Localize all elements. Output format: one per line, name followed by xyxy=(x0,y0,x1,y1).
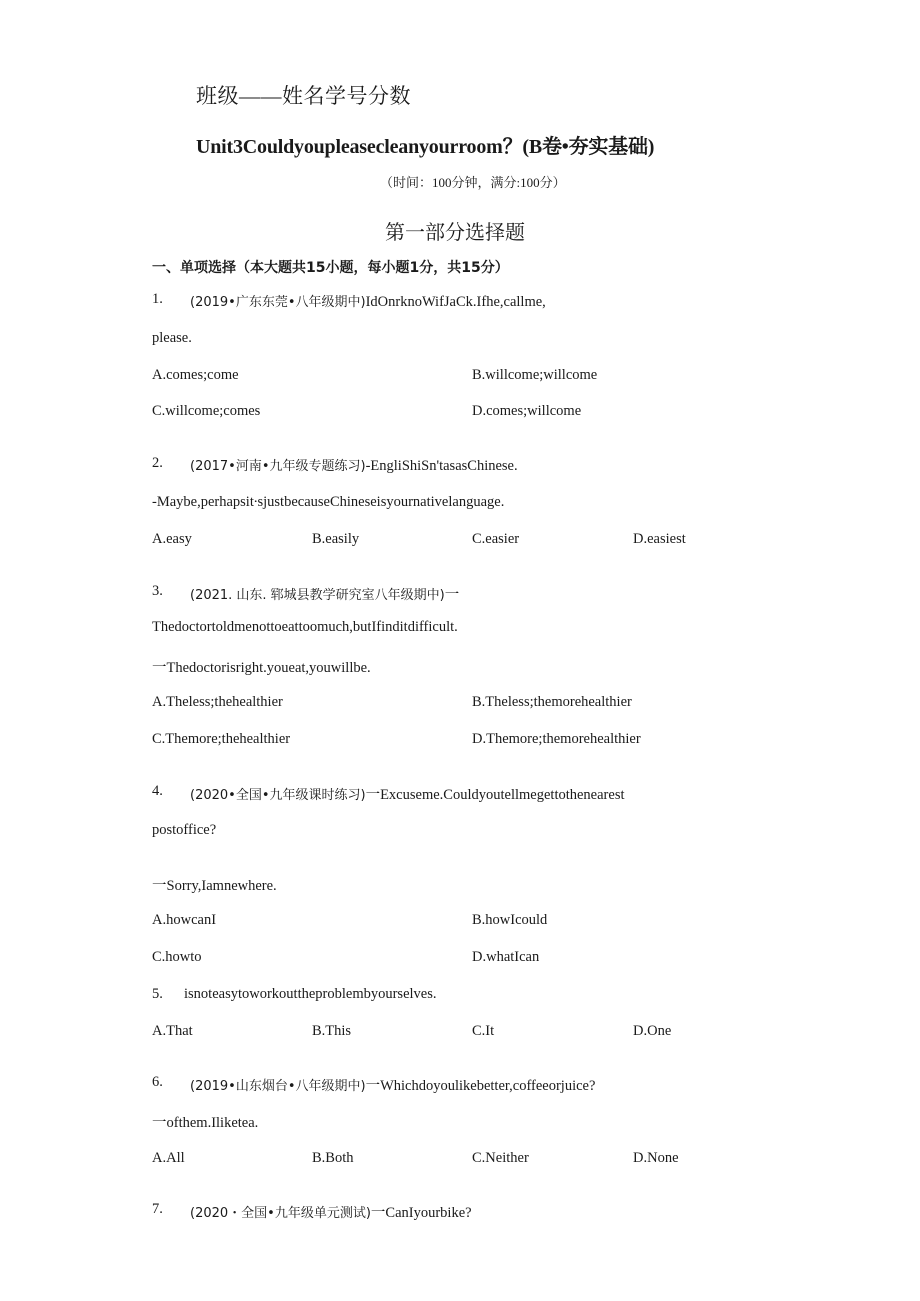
question-line: please. xyxy=(152,330,192,346)
section-title: 一、单项选择（本大题共15小题，每小题1分，共15分） xyxy=(152,260,509,276)
question-line: isnoteasytoworkouttheproblembyourselves. xyxy=(184,986,437,1002)
question-number: 5. xyxy=(152,986,163,1002)
question-line: -Maybe,perhapsit∙sjustbecauseChineseisyournativelanguage. xyxy=(152,494,505,510)
option-c[interactable]: C.willcome;comes xyxy=(152,403,261,419)
question-number: 4. xyxy=(152,783,163,799)
question-line: 一Sorry,Iamnewhere. xyxy=(152,878,277,894)
option-a[interactable]: A.Theless;thehealthier xyxy=(152,694,283,710)
question-source: (2019•山东烟台•八年级期中) xyxy=(190,1079,366,1094)
question-line: 一Thedoctorisright.youeat,youwillbe. xyxy=(152,660,371,676)
option-b[interactable]: B.howIcould xyxy=(472,912,548,928)
question-number: 1. xyxy=(152,291,163,307)
class-name-header: 班级——姓名学号分数 xyxy=(196,84,411,108)
question-stem xyxy=(190,291,546,311)
question-source: (2017•河南•九年级专题练习) xyxy=(190,459,366,474)
option-d[interactable]: D.One xyxy=(633,1023,672,1039)
document-subtitle: （时间：100分钟，满分:100分） xyxy=(380,175,566,190)
option-a[interactable]: A.howcanI xyxy=(152,912,217,928)
option-c[interactable]: C.Neither xyxy=(472,1150,529,1166)
question-line: 一Whichdoyoulikebetter,coffeeorjuice? xyxy=(365,1078,596,1094)
question-stem xyxy=(190,583,459,604)
option-b[interactable]: B.easily xyxy=(312,531,360,547)
question-source: (2020・全国•九年级单元测试) xyxy=(190,1206,371,1221)
question-line: -EngliShiSn'tasasChinese. xyxy=(365,458,518,474)
option-a[interactable]: A.That xyxy=(152,1023,193,1039)
question-stem xyxy=(190,455,518,475)
option-b[interactable]: B.willcome;willcome xyxy=(472,367,598,383)
option-c[interactable]: C.howto xyxy=(152,949,202,965)
option-c[interactable]: C.Themore;thehealthier xyxy=(152,731,291,747)
part-title: 第一部分选择题 xyxy=(385,222,525,244)
option-a[interactable]: A.All xyxy=(152,1150,185,1166)
option-d[interactable]: D.Themore;themorehealthier xyxy=(472,731,641,747)
question-line: IdOnrknoWifJaCk.Ifhe,callme, xyxy=(365,294,546,310)
option-b[interactable]: B.This xyxy=(312,1023,352,1039)
question-line: 一CanIyourbike? xyxy=(370,1205,472,1221)
option-a[interactable]: A.comes;come xyxy=(152,367,239,383)
question-line: 一ofthem.Iliketea. xyxy=(152,1115,259,1131)
option-d[interactable]: D.None xyxy=(633,1150,679,1166)
option-c[interactable]: C.It xyxy=(472,1023,495,1039)
question-line: postoffice? xyxy=(152,822,217,838)
question-number: 2. xyxy=(152,455,163,471)
question-number: 3. xyxy=(152,583,163,599)
option-b[interactable]: B.Both xyxy=(312,1150,354,1166)
option-c[interactable]: C.easier xyxy=(472,531,520,547)
question-stem xyxy=(190,783,625,804)
question-line: 一Excuseme.Couldyoutellmegettothenearest xyxy=(365,787,625,803)
question-stem xyxy=(190,1201,472,1222)
document-title: Unit3Couldyoupleasecleanyourroom？(B卷•夯实基础) xyxy=(196,136,655,158)
question-source: (2021. 山东. 郓城县教学研究室八年级期中) xyxy=(190,588,445,603)
option-d[interactable]: D.comes;willcome xyxy=(472,403,582,419)
question-line: 一 xyxy=(444,587,460,603)
question-number: 7. xyxy=(152,1201,163,1217)
question-line: Thedoctortoldmenottoeattoomuch,butIfinditdifficult. xyxy=(152,619,458,635)
option-d[interactable]: D.easiest xyxy=(633,531,686,547)
question-source: (2019•广东东莞•八年级期中) xyxy=(190,295,366,310)
question-stem xyxy=(190,1074,595,1095)
option-d[interactable]: D.whatIcan xyxy=(472,949,540,965)
question-number: 6. xyxy=(152,1074,163,1090)
option-b[interactable]: B.Theless;themorehealthier xyxy=(472,694,632,710)
question-source: (2020•全国•九年级课时练习) xyxy=(190,788,366,803)
option-a[interactable]: A.easy xyxy=(152,531,192,547)
